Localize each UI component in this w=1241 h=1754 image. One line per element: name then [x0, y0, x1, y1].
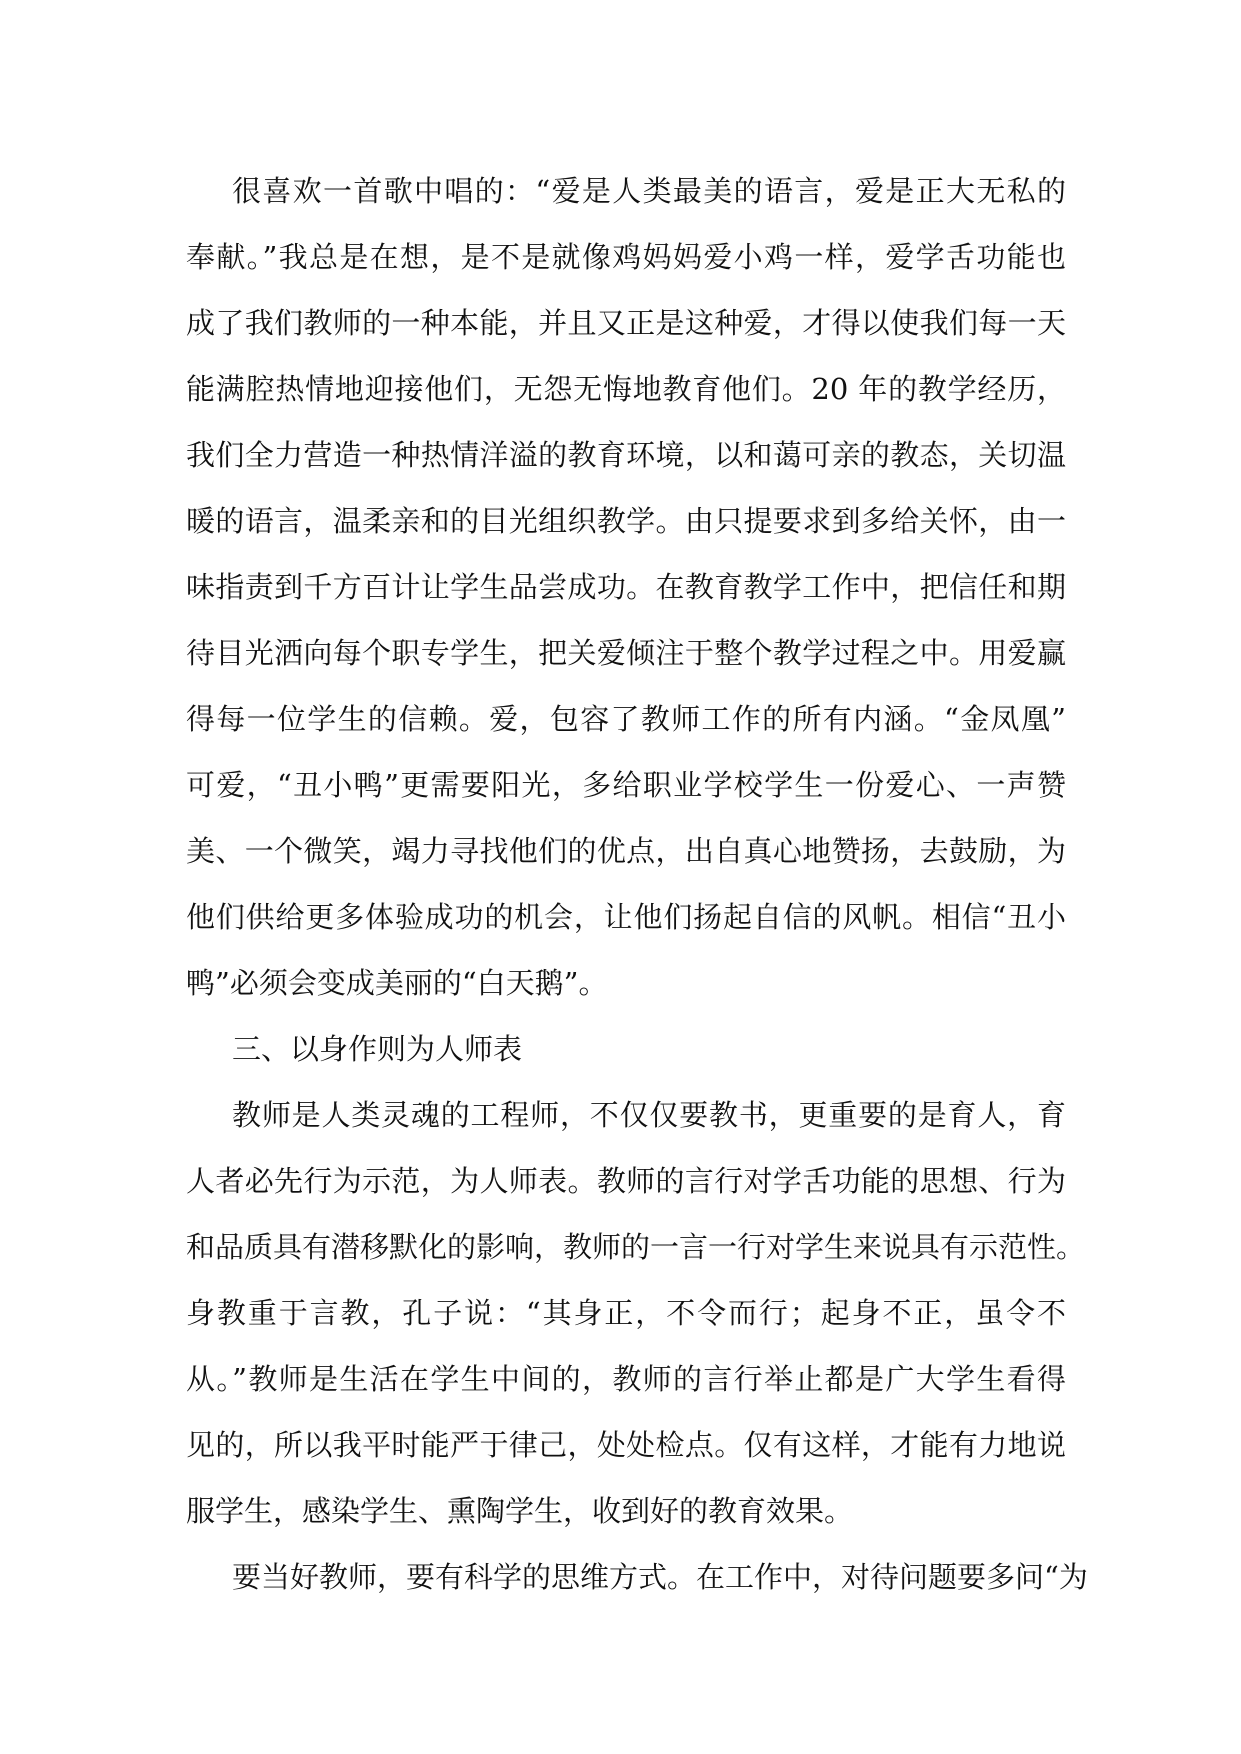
text-line: 服学生，感染学生、熏陶学生，收到好的教育效果。 — [186, 1494, 854, 1528]
text-line: 得每一位学生的信赖。爱，包容了教师工作的所有内涵。“金凤凰” — [186, 702, 1066, 736]
text-line: 他们供给更多体验成功的机会，让他们扬起自信的风帆。相信“丑小 — [186, 900, 1066, 934]
text-line: 身教重于言教，孔子说：“其身正，不令而行；起身不正，虽令不 — [186, 1296, 1066, 1330]
text-line: 可爱，“丑小鸭”更需要阳光，多给职业学校学生一份爱心、一声赞 — [186, 768, 1066, 802]
text-line: 和品质具有潜移默化的影响，教师的一言一行对学生来说具有示范性。 — [186, 1230, 1086, 1264]
text-line: 教师是人类灵魂的工程师，不仅仅要教书，更重要的是育人，育 — [232, 1098, 1066, 1132]
text-line: 鸭”必须会变成美丽的“白天鹅”。 — [186, 966, 608, 1000]
text-line: 味指责到千方百计让学生品尝成功。在教育教学工作中，把信任和期 — [186, 570, 1066, 604]
text-line: 能满腔热情地迎接他们，无怨无悔地教育他们。20 年的教学经历， — [186, 372, 1066, 406]
text-line: 美、一个微笑，竭力寻找他们的优点，出自真心地赞扬，去鼓励，为 — [186, 834, 1066, 868]
text-line: 暖的语言，温柔亲和的目光组织教学。由只提要求到多给关怀，由一 — [186, 504, 1066, 538]
section-heading: 三、以身作则为人师表 — [232, 1032, 523, 1066]
text-line: 人者必先行为示范，为人师表。教师的言行对学舌功能的思想、行为 — [186, 1164, 1066, 1198]
text-line: 见的，所以我平时能严于律己，处处检点。仅有这样，才能有力地说 — [186, 1428, 1066, 1462]
body-text — [186, 158, 1088, 1610]
text-line: 待目光洒向每个职专学生，把关爱倾注于整个教学过程之中。用爱赢 — [186, 636, 1066, 670]
text-line: 奉献。”我总是在想，是不是就像鸡妈妈爱小鸡一样，爱学舌功能也 — [186, 240, 1066, 274]
text-line: 从。”教师是生活在学生中间的，教师的言行举止都是广大学生看得 — [186, 1362, 1066, 1396]
text-line: 很喜欢一首歌中唱的：“爱是人类最美的语言，爱是正大无私的 — [232, 174, 1066, 208]
text-line: 要当好教师，要有科学的思维方式。在工作中，对待问题要多问“为 — [232, 1560, 1088, 1594]
text-line: 我们全力营造一种热情洋溢的教育环境，以和蔼可亲的教态，关切温 — [186, 438, 1066, 472]
text-line: 成了我们教师的一种本能，并且又正是这种爱，才得以使我们每一天 — [186, 306, 1066, 340]
